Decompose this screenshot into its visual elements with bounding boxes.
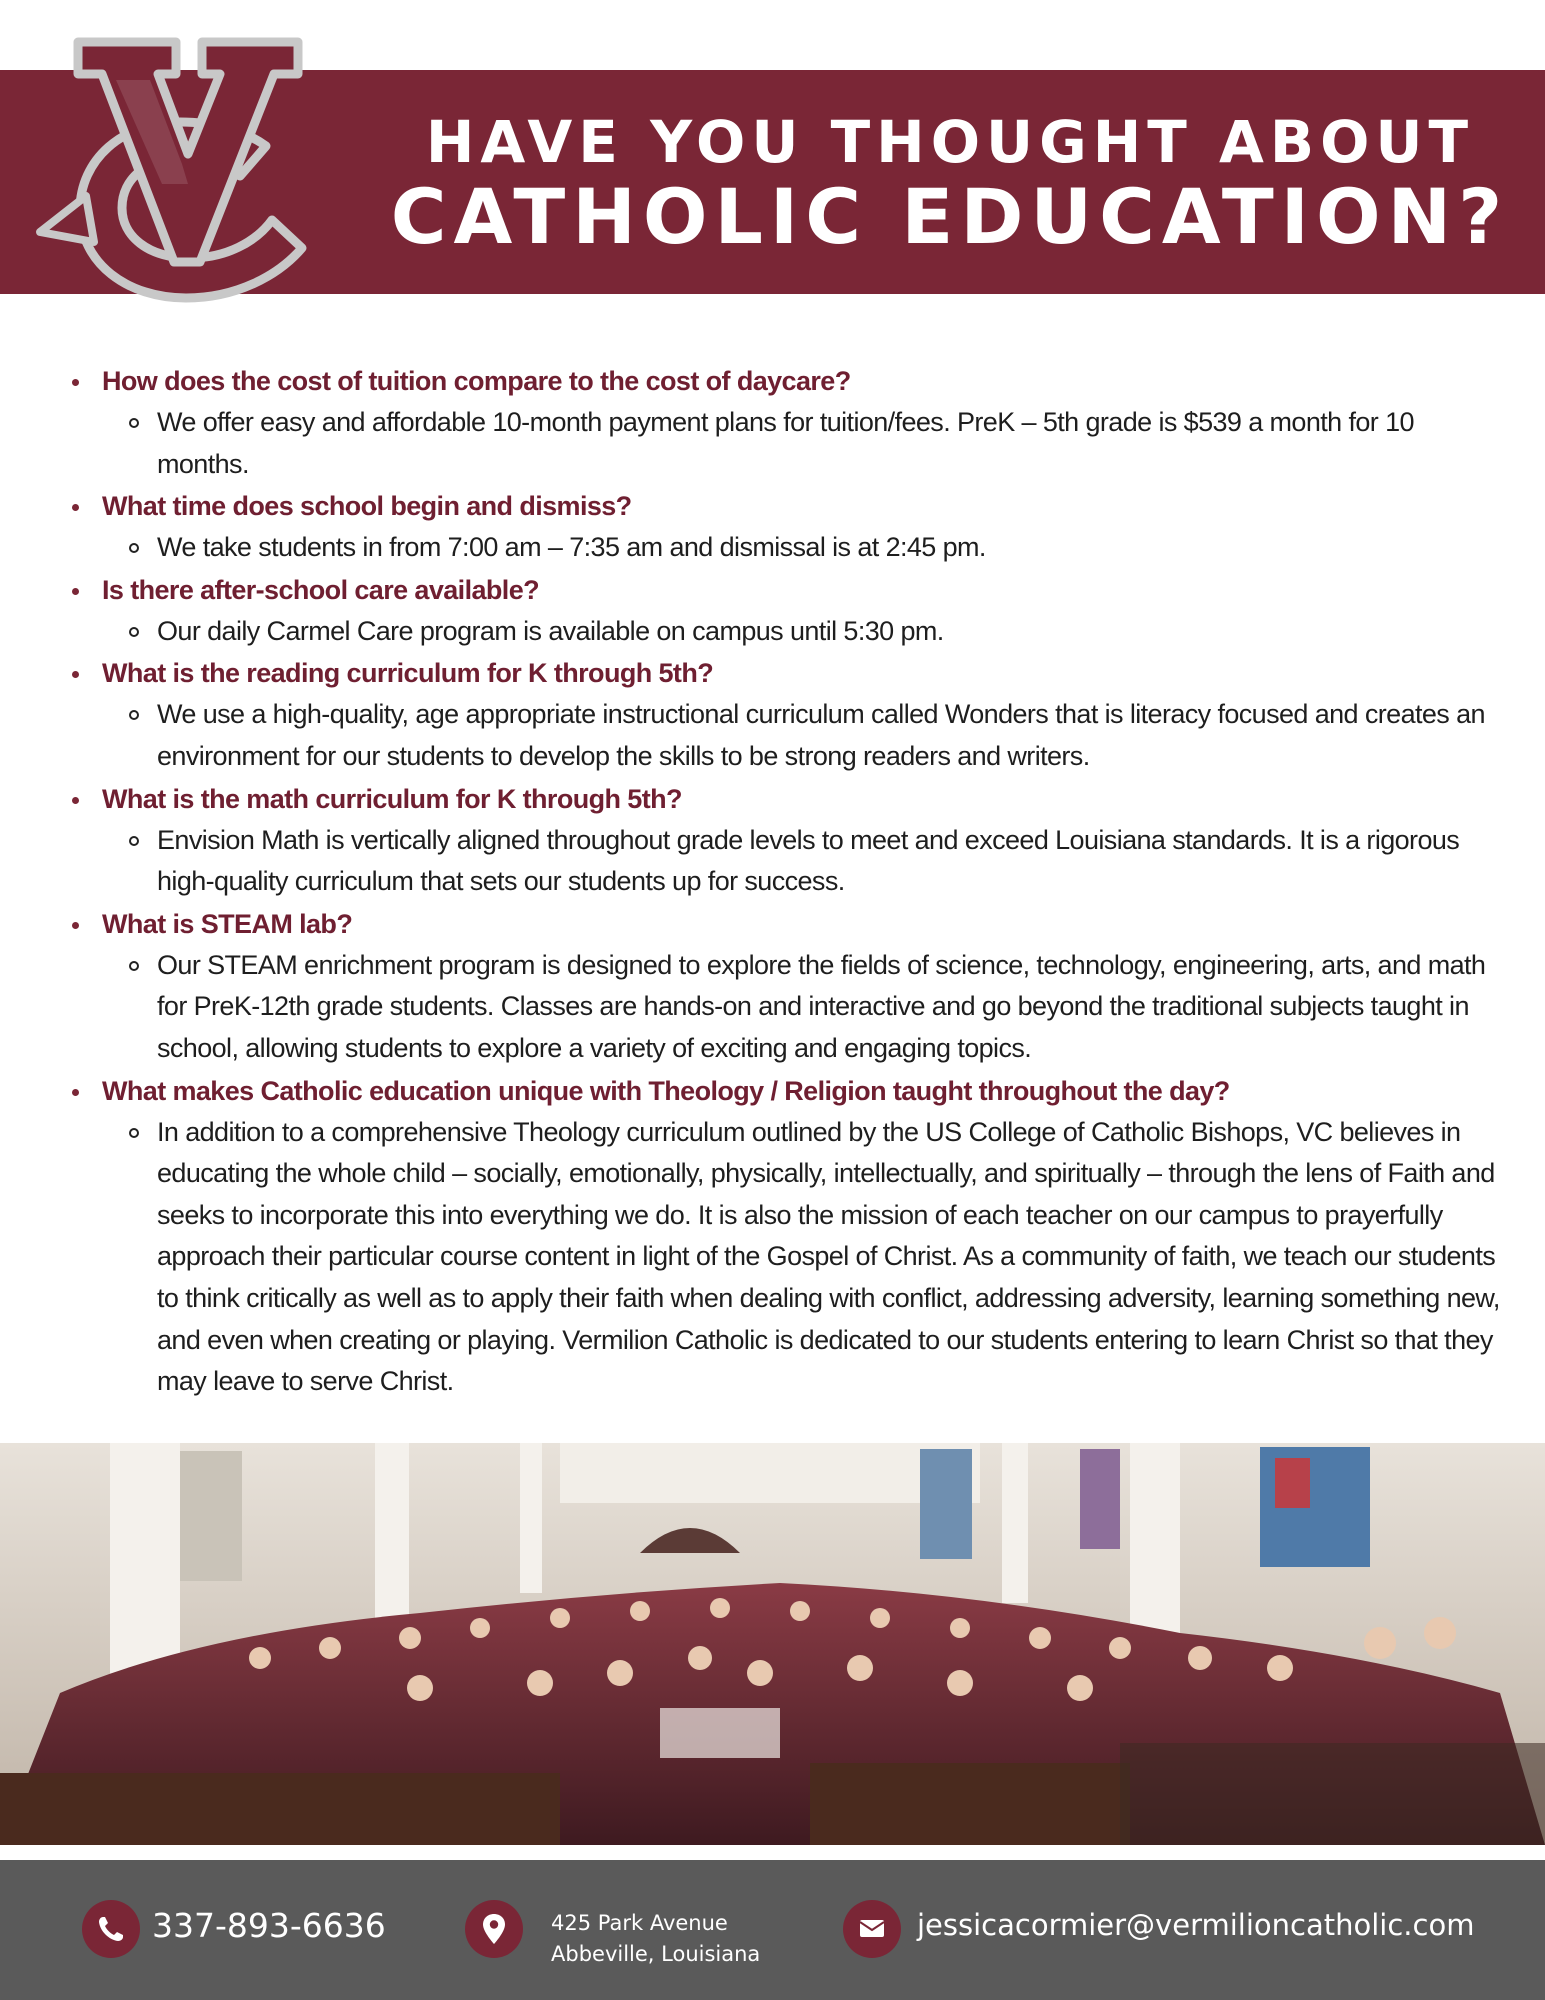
faq-item [70,360,1510,485]
faq-item [70,903,1510,1070]
faq-item [70,652,1510,777]
church-group-photo [0,1443,1545,1845]
title-line-2: CATHOLIC EDUCATION? [390,172,1510,261]
faq-question: What makes Catholic education unique with Theology / Religion taught throughout the day? [102,1075,1230,1106]
faq-answer: Our daily Carmel Care program is available on campus until 5:30 pm. [102,611,1510,653]
faq-item [70,485,1510,569]
faq-answer: We offer easy and affordable 10-month payment plans for tuition/fees. PreK – 5th grade is $539 a month for 10 months. [102,402,1510,485]
contact-footer [0,1860,1545,2000]
faq-item [70,1070,1510,1403]
email-address[interactable]: jessicacormier@vermilioncatholic.com [917,1908,1475,1942]
faq-question: How does the cost of tuition compare to the cost of daycare? [102,366,851,396]
address [551,1908,760,1970]
faq-answer: In addition to a comprehensive Theology curriculum outlined by the US College of Catholic Bishops, VC believes in educating the whole child – socially, emotionally, physically, intellectually, and spiritually – through the lens of Faith and seeks to incorporate this into everything we do. It is also the mission of each teacher on our campus to prayerfully approach their particular course content in light of the Gospel of Christ. As a community of faith, we teach our students to think critically as well as to apply their faith when dealing with conflict, addressing adversity, learning something new, and even when creating or playing. Vermilion Catholic is dedicated to our students entering to learn Christ so that they may leave to serve Christ. [102,1112,1510,1403]
faq-item [70,778,1510,903]
faq-list [70,360,1510,1403]
faq-question: What is the math curriculum for K through 5th? [102,783,682,814]
location-pin-icon [465,1900,523,1958]
vc-logo [30,36,330,336]
address-line-1: 425 Park Avenue [551,1911,728,1935]
faq-question: Is there after-school care available? [102,574,539,605]
address-line-2: Abbeville, Louisiana [551,1942,761,1966]
faq-answer: Envision Math is vertically aligned throughout grade levels to meet and exceed Louisiana standards. It is a rigorous high-quality curriculum that sets our students up for success. [102,820,1510,903]
phone-number[interactable]: 337-893-6636 [152,1906,386,1945]
faq-question: What is the reading curriculum for K through 5th? [102,658,714,689]
phone-icon [82,1900,140,1958]
title-line-1: HAVE YOU THOUGHT ABOUT [425,108,1475,176]
faq-answer: Our STEAM enrichment program is designed to explore the fields of science, technology, engineering, arts, and math for PreK-12th grade students. Classes are hands-on and interactive and go beyond the traditional subjects taught in school, allowing students to explore a variety of exciting and engaging topics. [102,945,1510,1070]
faq-item [70,569,1510,653]
faq-question: What time does school begin and dismiss? [102,491,632,522]
faq-question: What is STEAM lab? [102,908,353,939]
faq-answer: We take students in from 7:00 am – 7:35 am and dismissal is at 2:45 pm. [102,527,1510,569]
envelope-icon [843,1900,901,1958]
faq-answer: We use a high-quality, age appropriate instructional curriculum called Wonders that is literacy focused and creates an environment for our students to develop the skills to be strong readers and writers. [102,694,1510,777]
